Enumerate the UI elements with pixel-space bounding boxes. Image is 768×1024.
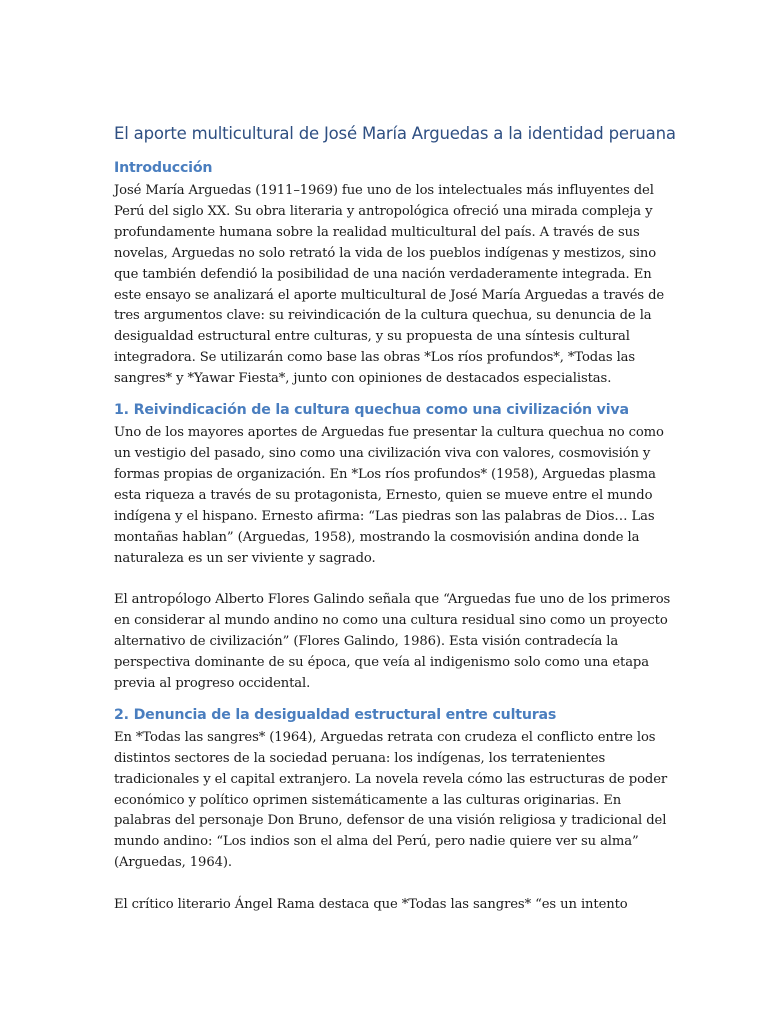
paragraph-line: indígena y el hispano. Ernesto afirma: “Las piedras son las palabras de Dios… Las [114, 508, 655, 524]
paragraph [114, 728, 668, 874]
paragraph-line: El antropólogo Alberto Flores Galindo señala que “Arguedas fue uno de los primeros [114, 592, 671, 608]
paragraph-line: distintos sectores de la sociedad peruana: los indígenas, los terratenientes [114, 750, 606, 766]
paragraph-line: que también defendió la posibilidad de una nación verdaderamente integrada. En [114, 266, 652, 282]
paragraph-line: en considerar al mundo andino no como una cultura residual sino como un proyecto [114, 613, 668, 629]
paragraph [114, 590, 671, 695]
paragraph-line: (Arguedas, 1964). [114, 855, 232, 871]
section-heading-introduccion: Introducción [114, 160, 213, 176]
paragraph-line: integradora. Se utilizarán como base las obras *Los ríos profundos*, *Todas las [114, 350, 636, 366]
paragraph-line: novelas, Arguedas no solo retrató la vida de los pueblos indígenas y mestizos, sino [114, 245, 657, 261]
paragraph-line: un vestigio del pasado, sino como una civilización viva con valores, cosmovisión y [114, 445, 651, 461]
paragraph-line: este ensayo se analizará el aporte multicultural de José María Arguedas a través de [114, 287, 665, 303]
paragraph-line: palabras del personaje Don Bruno, defensor de una visión religiosa y tradicional del [114, 813, 667, 829]
paragraph-line: mundo andino: “Los indios son el alma del Perú, pero nadie quiere ver su alma” [114, 834, 639, 850]
paragraph-line: naturaleza es un ser viviente y sagrado. [114, 550, 376, 566]
paragraph-line: José María Arguedas (1911–1969) fue uno de los intelectuales más influyentes del [114, 183, 654, 198]
section-heading-2: 2. Denuncia de la desigualdad estructural entre culturas [114, 706, 557, 723]
paragraph-line: alternativo de civilización” (Flores Galindo, 1986). Esta visión contradecía la [114, 634, 619, 650]
paragraph-line: En *Todas las sangres* (1964), Arguedas retrata con crudeza el conflicto entre los [114, 729, 656, 745]
paragraph-line: montañas hablan” (Arguedas, 1958), mostrando la cosmovisión andina donde la [114, 529, 640, 545]
paragraph-line: perspectiva dominante de su época, que veía al indigenismo solo como una etapa [114, 655, 649, 671]
paragraph [114, 423, 664, 569]
document-body [114, 121, 676, 916]
paragraph-line: profundamente humana sobre la realidad multicultural del país. A través de sus [114, 224, 640, 240]
paragraph-line: tres argumentos clave: su reivindicación de la cultura quechua, su denuncia de la [114, 308, 652, 324]
paragraph-line: económico y político oprimen sistemáticamente a las culturas originarias. En [114, 792, 622, 808]
paragraph-line: El crítico literario Ángel Rama destaca que *Todas las sangres* “es un intento [114, 897, 628, 913]
paragraph-line: formas propias de organización. En *Los ríos profundos* (1958), Arguedas plasma [114, 466, 656, 482]
paragraph-line: Perú del siglo XX. Su obra literaria y antropológica ofreció una mirada compleja y [114, 203, 653, 219]
paragraph [114, 895, 654, 916]
paragraph-line: esta riqueza a través de su protagonista, Ernesto, quien se mueve entre el mundo [114, 487, 653, 503]
paragraph-line: Uno de los mayores aportes de Arguedas fue presentar la cultura quechua no como [114, 425, 664, 441]
paragraph-line: desigualdad estructural entre culturas, y su propuesta de una síntesis cultural [114, 329, 630, 345]
document-title: El aporte multicultural de José María Arguedas a la identidad peruana [114, 124, 676, 143]
paragraph-line: previa al progreso occidental. [114, 675, 311, 691]
paragraph-line: sangres* y *Yawar Fiesta*, junto con opiniones de destacados especialistas. [114, 371, 612, 387]
paragraph-line: tradicionales y el capital extranjero. La novela revela cómo las estructuras de poder [114, 771, 668, 787]
paragraph [114, 181, 665, 390]
section-heading-1: 1. Reivindicación de la cultura quechua como una civilización viva [114, 402, 629, 419]
